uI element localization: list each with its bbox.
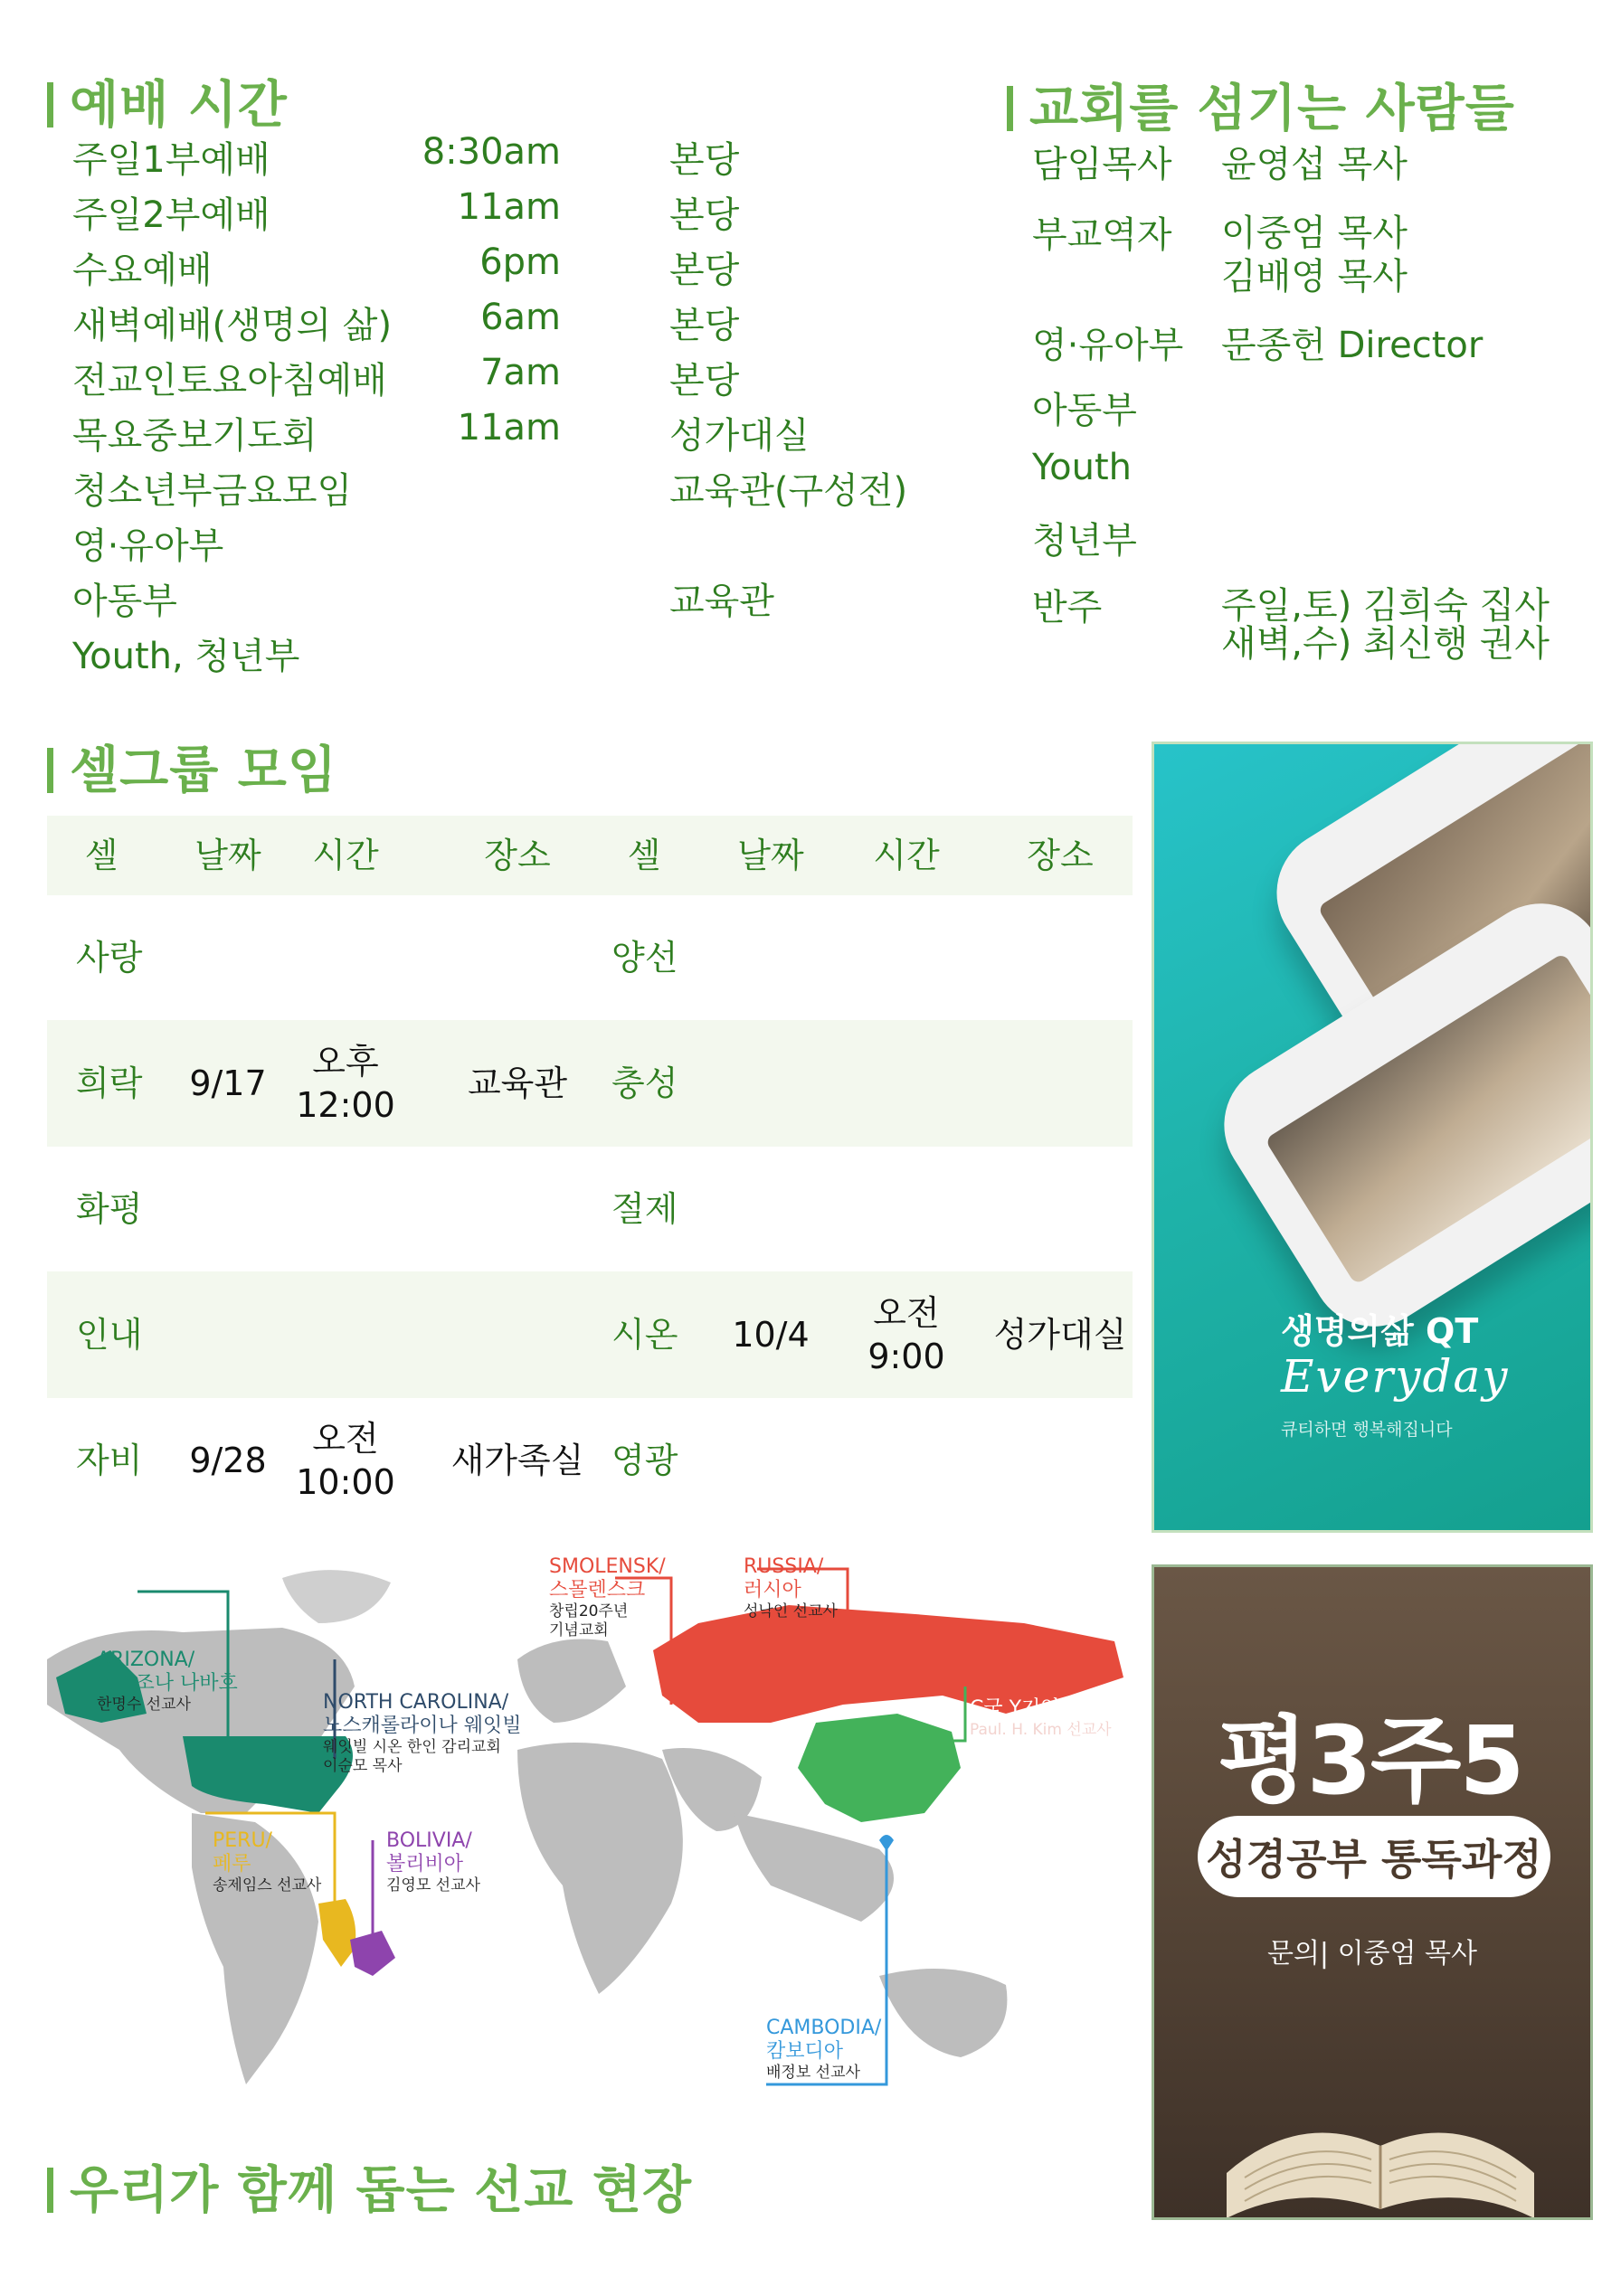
service-name: 전교인토요아침예배 (72, 360, 387, 402)
site-name-ko: 스몰렌스크 (549, 1579, 646, 1602)
qt-advertisement[interactable] (1152, 742, 1593, 1533)
site-name-ko: 볼리비아 (386, 1853, 464, 1876)
cell-time-period: 오전 (873, 1293, 940, 1333)
cell-name: 인내 (76, 1315, 143, 1355)
worship-row (72, 352, 959, 406)
staff-role: Youth (1032, 447, 1132, 488)
header-place: 장소 (1027, 836, 1094, 875)
site-name-ko: 아리조나 나바호 (97, 1672, 238, 1695)
site-name: BOLIVIA/ (386, 1829, 472, 1852)
service-name: 주일2부예배 (72, 194, 270, 236)
site-name-ko: 페루 (213, 1853, 251, 1876)
staff-role: 청년부 (1032, 520, 1137, 562)
mission-label-smolensk (549, 1555, 666, 1640)
worship-row (72, 131, 959, 185)
bible-contact: 문의| 이중엄 목사 (1266, 1938, 1478, 1970)
site-name: RUSSIA/ (744, 1555, 824, 1578)
site-detail: 창립20주년 (549, 1602, 629, 1620)
header-date: 날짜 (194, 836, 261, 875)
site-detail: 기념교회 (549, 1621, 609, 1639)
title-bar (47, 2168, 53, 2213)
site-detail: 김영모 선교사 (386, 1876, 480, 1894)
worship-row (72, 572, 959, 627)
title-bar (47, 748, 53, 793)
cell-date: 9/28 (189, 1441, 267, 1480)
title-bar (47, 82, 53, 128)
cell-place: 성가대실 (993, 1315, 1127, 1355)
service-time: 6am (480, 297, 561, 338)
service-name: 목요중보기도회 (72, 415, 318, 457)
cell-name: 양선 (611, 938, 678, 978)
mission-label-north-carolina (323, 1691, 522, 1776)
cell-name: 영광 (611, 1441, 678, 1480)
service-name: 아동부 (72, 581, 177, 622)
cells-title-text: 셀그룹 모임 (70, 742, 337, 800)
site-name-ko: 러시아 (744, 1579, 801, 1602)
site-name: PERU/ (213, 1829, 272, 1852)
service-time: 6pm (479, 241, 561, 283)
staff-role: 반주 (1032, 587, 1103, 628)
cell-time (843, 1271, 970, 1398)
cell-time-period: 오전 (312, 1419, 379, 1459)
staff-role: 영·유아부 (1032, 325, 1184, 366)
worship-row (72, 241, 959, 296)
mission-label-russia (744, 1555, 838, 1621)
cell-date: 9/17 (189, 1063, 267, 1103)
header-date: 날짜 (737, 836, 804, 875)
staff-name: 김배영 목사 (1221, 256, 1408, 298)
mission-label-arizona (97, 1649, 238, 1715)
staff-role: 부교역자 (1032, 214, 1172, 256)
worship-row (72, 186, 959, 241)
table-row (47, 1398, 1133, 1523)
site-name-ko: 노스캐롤라이나 웨잇빌 (323, 1715, 522, 1737)
header-cell: 셀 (627, 836, 661, 875)
site-detail: 이순모 목사 (323, 1757, 403, 1775)
mission-label-peru (213, 1829, 321, 1895)
cell-time-clock: 12:00 (296, 1085, 395, 1125)
service-place: 교육관(구성전) (669, 470, 908, 512)
service-name: 주일1부예배 (72, 139, 270, 181)
site-name: SMOLENSK/ (549, 1555, 666, 1578)
service-time: 7am (480, 352, 561, 393)
cell-time-clock: 9:00 (867, 1337, 945, 1376)
table-row (47, 1020, 1133, 1147)
site-name-ko: Paul. H. Kim 선교사 (970, 1721, 1112, 1739)
staff-title (1007, 69, 1515, 141)
service-name: 수요예배 (72, 250, 213, 291)
service-place: 교육관 (669, 581, 774, 622)
service-name: 새벽예배(생명의 삶) (72, 305, 393, 346)
cell-time-clock: 10:00 (296, 1462, 395, 1502)
staff-role: 아동부 (1032, 390, 1137, 431)
header-cell: 셀 (84, 836, 118, 875)
service-name: 청소년부금요모임 (72, 470, 353, 512)
table-row (47, 895, 1133, 1020)
table-row (47, 1271, 1133, 1398)
mission-label-cambodia (766, 2017, 881, 2083)
cell-time (291, 1398, 400, 1523)
staff-name: 윤영섭 목사 (1221, 144, 1408, 185)
cell-time-period: 오후 (312, 1042, 379, 1082)
site-name: C국 Y지역 (970, 1697, 1060, 1720)
worship-row (72, 297, 959, 351)
cell-date: 10/4 (732, 1315, 810, 1355)
staff-name: 새벽,수) 최신행 권사 (1221, 623, 1550, 665)
cell-name: 자비 (76, 1441, 143, 1480)
cell-name: 충성 (611, 1063, 678, 1103)
cells-title (47, 731, 337, 803)
cell-name: 시온 (611, 1315, 678, 1355)
mission-title (47, 2150, 692, 2223)
cell-name: 희락 (76, 1063, 143, 1103)
title-bar (1007, 86, 1013, 131)
qt-title: 생명의삶 QT (1281, 1311, 1479, 1351)
cell-name: 화평 (76, 1189, 143, 1229)
worship-row (72, 628, 959, 682)
qt-script: Everyday (1281, 1350, 1510, 1403)
service-place: 본당 (669, 194, 740, 236)
staff-name: 이중엄 목사 (1221, 213, 1408, 254)
table-row (47, 1147, 1133, 1271)
site-detail: 웨잇빌 시온 한인 감리교회 (323, 1738, 501, 1756)
site-name: ARIZONA/ (97, 1649, 195, 1671)
tablet-screen (1265, 952, 1593, 1285)
site-detail: 성낙인 선교사 (744, 1602, 838, 1620)
mission-map (47, 1542, 1147, 2166)
staff-title-text: 교회를 섬기는 사람들 (1029, 80, 1515, 138)
header-time: 시간 (873, 836, 940, 875)
mission-title-text: 우리가 함께 돕는 선교 현장 (70, 2161, 693, 2220)
service-time: 8:30am (422, 131, 561, 173)
cell-place: 새가족실 (450, 1441, 584, 1480)
worship-title-text: 예배 시간 (70, 76, 288, 135)
bible-study-advertisement[interactable] (1152, 1564, 1593, 2220)
service-place: 본당 (669, 305, 740, 346)
mission-label-c-country (970, 1697, 1112, 1740)
open-book-image (1218, 2074, 1543, 2220)
cell-place: 교육관 (467, 1063, 568, 1103)
cell-time (291, 1020, 400, 1147)
service-time: 11am (457, 407, 561, 449)
header-time: 시간 (312, 836, 379, 875)
service-place: 성가대실 (669, 415, 810, 457)
staff-name: 문종헌 Director (1221, 325, 1484, 366)
site-detail: 한명수 선교사 (97, 1696, 191, 1714)
site-name-ko: 캄보디아 (766, 2040, 844, 2063)
site-detail: 송제임스 선교사 (213, 1876, 322, 1894)
cell-name: 절제 (611, 1189, 678, 1229)
worship-row (72, 407, 959, 461)
header-place: 장소 (484, 836, 551, 875)
mission-label-bolivia (386, 1829, 480, 1895)
cell-name: 사랑 (76, 938, 143, 978)
staff-name: 주일,토) 김희숙 집사 (1221, 585, 1550, 627)
service-name: Youth, 청년부 (72, 636, 300, 677)
staff-role: 담임목사 (1032, 144, 1172, 185)
service-place: 본당 (669, 139, 740, 181)
worship-title (47, 65, 288, 137)
service-name: 영·유아부 (72, 525, 224, 567)
bible-course-badge: 성경공부 통독과정 (1198, 1816, 1550, 1897)
site-name: NORTH CAROLINA/ (323, 1691, 509, 1714)
site-name: CAMBODIA/ (766, 2017, 882, 2039)
bible-headline: 평3주5 (1218, 1705, 1523, 1816)
service-time: 11am (457, 186, 561, 228)
service-place: 본당 (669, 360, 740, 402)
worship-row (72, 462, 959, 516)
site-detail: 배정보 선교사 (766, 2064, 860, 2082)
service-place: 본당 (669, 250, 740, 291)
table-header (47, 816, 1133, 895)
worship-row (72, 517, 959, 572)
qt-tagline: 큐티하면 행복해집니다 (1281, 1420, 1453, 1440)
